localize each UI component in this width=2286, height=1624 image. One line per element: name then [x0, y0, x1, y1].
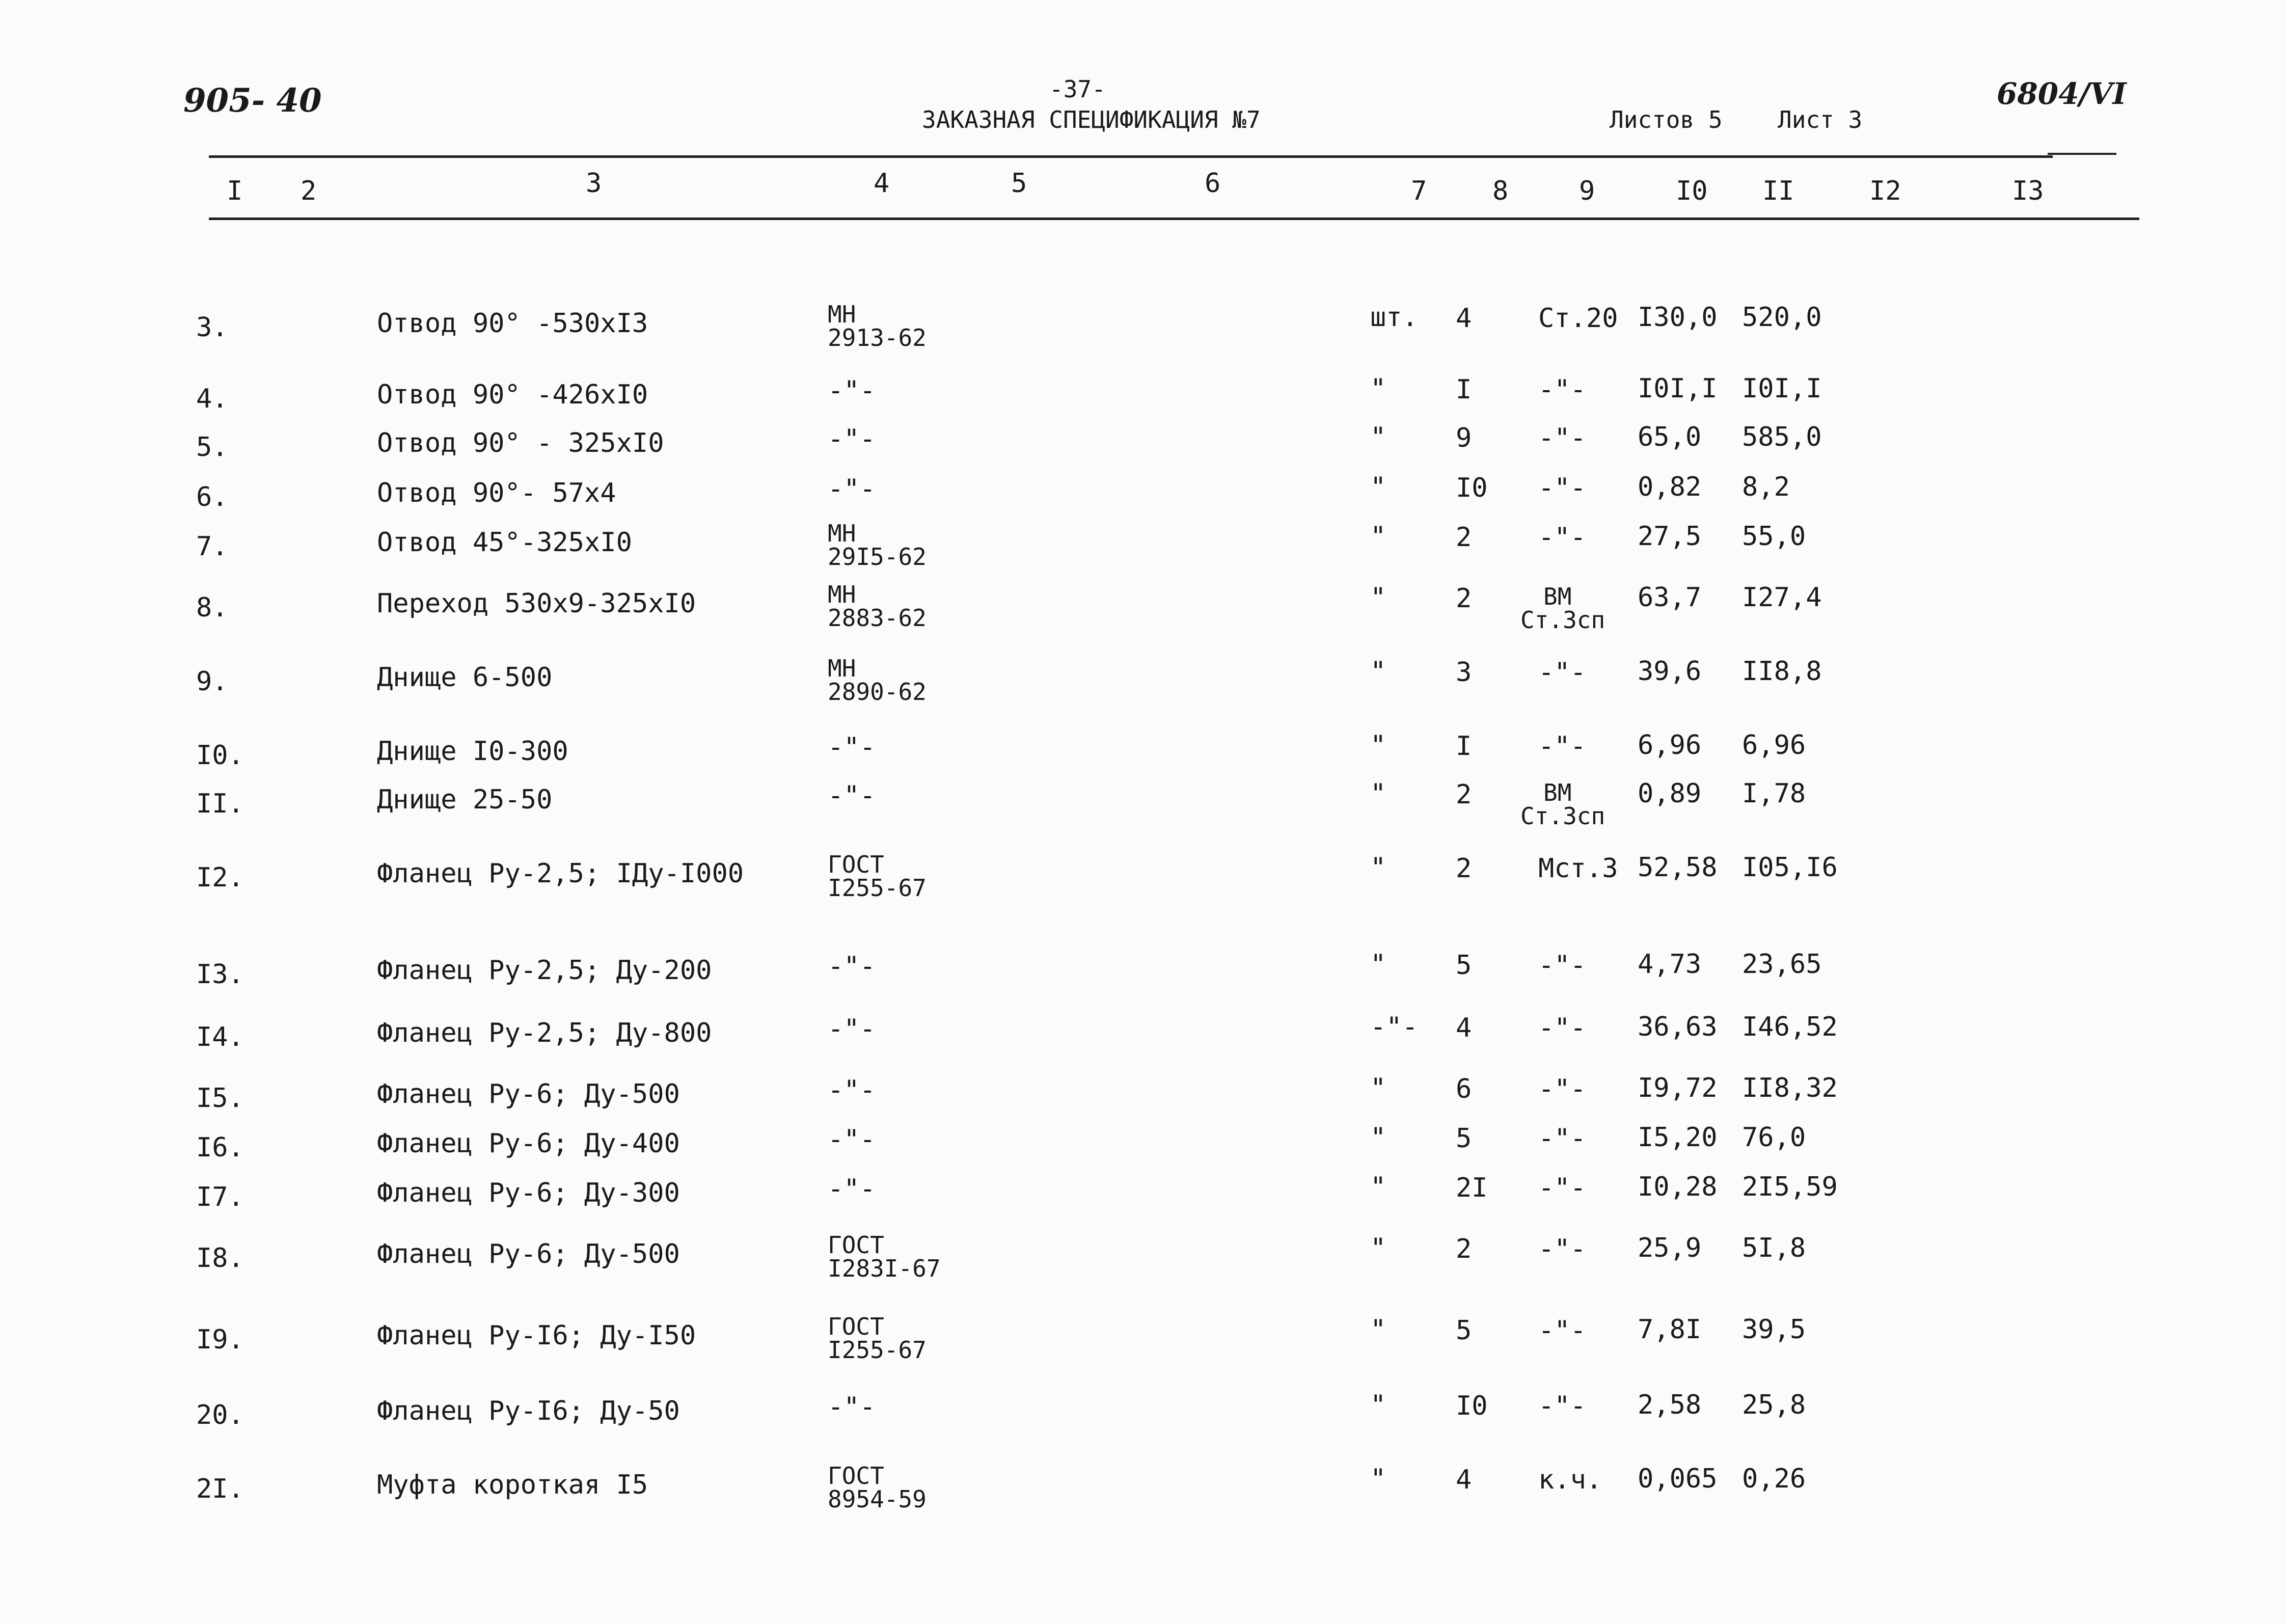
- item-material: -"-: [1538, 950, 1586, 981]
- item-total-weight: 25,8: [1742, 1390, 1806, 1420]
- item-total-weight: II8,8: [1742, 656, 1822, 687]
- item-name: Днище 25-50: [377, 784, 553, 815]
- item-standard: -"-: [828, 1392, 876, 1422]
- column-header-4: 4: [874, 168, 890, 199]
- item-number: 7.: [196, 531, 228, 562]
- item-standard-number: I283I-67: [828, 1255, 941, 1282]
- item-total-weight: I46,52: [1742, 1012, 1838, 1042]
- item-standard: -"-: [828, 1075, 876, 1105]
- item-quantity: I0: [1456, 1391, 1488, 1421]
- item-standard: ГОСТ: [828, 851, 884, 878]
- item-unit-weight: 65,0: [1638, 422, 1702, 452]
- item-quantity: 5: [1456, 1315, 1472, 1346]
- item-number: I3.: [196, 959, 244, 990]
- item-number: 20.: [196, 1400, 244, 1430]
- item-standard-number: 2883-62: [828, 604, 927, 632]
- item-quantity: 2: [1456, 779, 1472, 810]
- sheet-current: Лист 3: [1778, 106, 1863, 133]
- item-quantity: 5: [1456, 950, 1472, 981]
- item-name: Фланец Ру-6; Ду-300: [377, 1178, 680, 1208]
- header-top-rule-right: [2048, 153, 2116, 155]
- item-material-grade: Ст.3сп: [1520, 606, 1605, 634]
- column-header-2: 2: [301, 176, 317, 206]
- item-unit: ": [1370, 582, 1386, 613]
- item-standard: -"-: [828, 1174, 876, 1204]
- column-header-5: 5: [1011, 168, 1027, 199]
- item-number: I2.: [196, 862, 244, 893]
- item-number: I6.: [196, 1132, 244, 1163]
- item-standard: МН: [828, 655, 856, 682]
- item-quantity: 3: [1456, 657, 1472, 688]
- item-standard: -"-: [828, 474, 876, 504]
- item-material: -"-: [1538, 1074, 1586, 1104]
- column-header-8: 8: [1492, 176, 1509, 206]
- page-title: ЗАКАЗНАЯ СПЕЦИФИКАЦИЯ №7: [922, 106, 1261, 133]
- item-material: ВМ: [1543, 779, 1572, 806]
- item-unit: ": [1370, 949, 1386, 980]
- item-standard: -"-: [828, 424, 876, 454]
- column-header-12: I2: [1869, 176, 1901, 206]
- item-unit: ": [1370, 656, 1386, 687]
- item-unit: ": [1370, 472, 1386, 502]
- item-unit-weight: 0,065: [1638, 1464, 1718, 1494]
- item-quantity: 2: [1456, 522, 1472, 553]
- item-name: Отвод 90° -426xI0: [377, 380, 648, 410]
- item-unit: -"-: [1370, 1012, 1418, 1042]
- item-standard-number: 29I5-62: [828, 543, 927, 571]
- item-standard: ГОСТ: [828, 1231, 884, 1259]
- item-number: 5.: [196, 432, 228, 463]
- item-unit-weight: 25,9: [1638, 1233, 1702, 1263]
- item-unit: ": [1370, 1390, 1386, 1420]
- item-total-weight: 5I,8: [1742, 1233, 1806, 1263]
- item-unit: шт.: [1370, 302, 1418, 333]
- item-unit: ": [1370, 852, 1386, 883]
- item-number: 2I.: [196, 1474, 244, 1504]
- item-material: -"-: [1538, 1391, 1586, 1421]
- item-standard-number: 8954-59: [828, 1485, 927, 1513]
- item-total-weight: 585,0: [1742, 422, 1822, 452]
- item-number: 9.: [196, 666, 228, 697]
- column-header-1: I: [227, 176, 243, 206]
- item-unit-weight: 0,82: [1638, 472, 1702, 502]
- item-total-weight: I,78: [1742, 778, 1806, 809]
- item-name: Отвод 90°- 57x4: [377, 478, 616, 508]
- item-number: I8.: [196, 1243, 244, 1274]
- item-standard-number: 2890-62: [828, 678, 927, 706]
- item-total-weight: 23,65: [1742, 949, 1822, 980]
- header-top-rule: [209, 155, 2053, 158]
- item-number: I9.: [196, 1324, 244, 1355]
- item-material: Ст.20: [1538, 303, 1618, 334]
- album-code: 6804/VI: [1997, 76, 2127, 111]
- item-unit: ": [1370, 778, 1386, 809]
- item-unit: ": [1370, 521, 1386, 552]
- item-standard-number: I255-67: [828, 1336, 927, 1364]
- item-quantity: 2: [1456, 1234, 1472, 1264]
- item-total-weight: 55,0: [1742, 521, 1806, 552]
- item-material: -"-: [1538, 1315, 1586, 1346]
- item-quantity: 2I: [1456, 1173, 1488, 1203]
- item-standard-number: I255-67: [828, 874, 927, 902]
- item-number: II.: [196, 789, 244, 819]
- column-header-9: 9: [1579, 176, 1595, 206]
- item-unit-weight: I0I,I: [1638, 373, 1718, 404]
- item-unit-weight: 39,6: [1638, 656, 1702, 687]
- item-number: I7.: [196, 1182, 244, 1212]
- item-unit-weight: 52,58: [1638, 852, 1718, 883]
- item-quantity: 5: [1456, 1123, 1472, 1154]
- sheets-total: Листов 5: [1610, 106, 1723, 133]
- item-unit-weight: 2,58: [1638, 1390, 1702, 1420]
- item-unit: ": [1370, 1314, 1386, 1345]
- item-material: -"-: [1538, 522, 1586, 553]
- item-standard: -"-: [828, 375, 876, 406]
- item-material-grade: Ст.3сп: [1520, 802, 1605, 830]
- item-standard: -"-: [828, 1014, 876, 1044]
- item-number: I0.: [196, 740, 244, 771]
- item-name: Отвод 90° - 325xI0: [377, 428, 664, 458]
- item-name: Отвод 45°-325xI0: [377, 527, 632, 558]
- column-header-6: 6: [1205, 168, 1221, 199]
- item-name: Фланец Ру-2,5; Ду-800: [377, 1018, 712, 1048]
- item-material: -"-: [1538, 423, 1586, 453]
- item-quantity: 4: [1456, 303, 1472, 334]
- item-standard: МН: [828, 581, 856, 608]
- item-name: Фланец Ру-2,5; Ду-200: [377, 955, 712, 986]
- item-total-weight: I27,4: [1742, 582, 1822, 613]
- item-unit-weight: 7,8I: [1638, 1314, 1702, 1345]
- item-quantity: I0: [1456, 473, 1488, 503]
- item-standard: -"-: [828, 1124, 876, 1155]
- document-code: 905- 40: [183, 82, 322, 120]
- item-material: к.ч.: [1538, 1465, 1602, 1495]
- item-standard: МН: [828, 520, 856, 547]
- item-unit-weight: I9,72: [1638, 1073, 1718, 1103]
- item-total-weight: 2I5,59: [1742, 1172, 1838, 1202]
- header-bottom-rule: [209, 218, 2139, 220]
- item-material: -"-: [1538, 1123, 1586, 1154]
- item-unit: ": [1370, 373, 1386, 404]
- item-total-weight: 39,5: [1742, 1314, 1806, 1345]
- item-material: ВМ: [1543, 583, 1572, 610]
- item-total-weight: 0,26: [1742, 1464, 1806, 1494]
- item-total-weight: I0I,I: [1742, 373, 1822, 404]
- item-material: -"-: [1538, 1173, 1586, 1203]
- item-name: Днище I0-300: [377, 736, 568, 767]
- item-material: Мст.3: [1538, 853, 1618, 884]
- item-total-weight: 520,0: [1742, 302, 1822, 333]
- item-unit-weight: 6,96: [1638, 730, 1702, 761]
- item-unit-weight: 4,73: [1638, 949, 1702, 980]
- item-total-weight: II8,32: [1742, 1073, 1838, 1103]
- item-quantity: 4: [1456, 1013, 1472, 1043]
- item-material: -"-: [1538, 1013, 1586, 1043]
- item-name: Переход 530x9-325xI0: [377, 588, 696, 619]
- item-unit: ": [1370, 422, 1386, 452]
- item-quantity: 4: [1456, 1465, 1472, 1495]
- item-quantity: I: [1456, 374, 1472, 405]
- item-name: Фланец Ру-6; Ду-400: [377, 1128, 680, 1159]
- item-standard: ГОСТ: [828, 1462, 884, 1490]
- item-total-weight: 76,0: [1742, 1122, 1806, 1153]
- item-name: Отвод 90° -530xI3: [377, 308, 648, 339]
- item-quantity: 2: [1456, 583, 1472, 614]
- column-header-3: 3: [586, 168, 602, 199]
- item-number: I5.: [196, 1083, 244, 1114]
- item-number: 3.: [196, 312, 228, 343]
- item-name: Фланец Ру-I6; Ду-I50: [377, 1320, 696, 1351]
- item-unit: ": [1370, 1073, 1386, 1103]
- page-number: -37-: [1049, 75, 1106, 103]
- item-unit-weight: I30,0: [1638, 302, 1718, 333]
- item-standard: -"-: [828, 780, 876, 811]
- item-total-weight: 6,96: [1742, 730, 1806, 761]
- item-name: Фланец Ру-2,5; IДу-I000: [377, 858, 744, 889]
- item-number: 8.: [196, 592, 228, 623]
- item-number: 4.: [196, 384, 228, 414]
- column-header-11: II: [1762, 176, 1794, 206]
- item-standard: -"-: [828, 951, 876, 982]
- item-unit-weight: I5,20: [1638, 1122, 1718, 1153]
- item-standard: ГОСТ: [828, 1313, 884, 1340]
- item-unit-weight: 63,7: [1638, 582, 1702, 613]
- item-standard: МН: [828, 301, 856, 328]
- item-standard: -"-: [828, 732, 876, 763]
- item-unit-weight: I0,28: [1638, 1172, 1718, 1202]
- item-material: -"-: [1538, 473, 1586, 503]
- item-name: Днище 6-500: [377, 662, 553, 693]
- item-unit: ": [1370, 1233, 1386, 1263]
- item-unit: ": [1370, 1122, 1386, 1153]
- item-material: -"-: [1538, 731, 1586, 762]
- item-material: -"-: [1538, 657, 1586, 688]
- item-unit-weight: 36,63: [1638, 1012, 1718, 1042]
- item-unit-weight: 27,5: [1638, 521, 1702, 552]
- item-standard-number: 2913-62: [828, 324, 927, 351]
- item-number: 6.: [196, 482, 228, 512]
- item-name: Фланец Ру-6; Ду-500: [377, 1079, 680, 1109]
- item-unit: ": [1370, 730, 1386, 761]
- item-total-weight: 8,2: [1742, 472, 1790, 502]
- item-unit-weight: 0,89: [1638, 778, 1702, 809]
- item-name: Фланец Ру-6; Ду-500: [377, 1239, 680, 1269]
- item-unit: ": [1370, 1172, 1386, 1202]
- column-header-13: I3: [2012, 176, 2044, 206]
- item-material: -"-: [1538, 374, 1586, 405]
- item-total-weight: I05,I6: [1742, 852, 1838, 883]
- column-header-7: 7: [1411, 176, 1427, 206]
- item-number: I4.: [196, 1022, 244, 1052]
- item-name: Муфта короткая I5: [377, 1470, 648, 1500]
- item-quantity: I: [1456, 731, 1472, 762]
- item-quantity: 2: [1456, 853, 1472, 884]
- item-material: -"-: [1538, 1234, 1586, 1264]
- item-name: Фланец Ру-I6; Ду-50: [377, 1396, 680, 1426]
- column-header-10: I0: [1676, 176, 1708, 206]
- item-quantity: 6: [1456, 1074, 1472, 1104]
- item-unit: ": [1370, 1464, 1386, 1494]
- item-quantity: 9: [1456, 423, 1472, 453]
